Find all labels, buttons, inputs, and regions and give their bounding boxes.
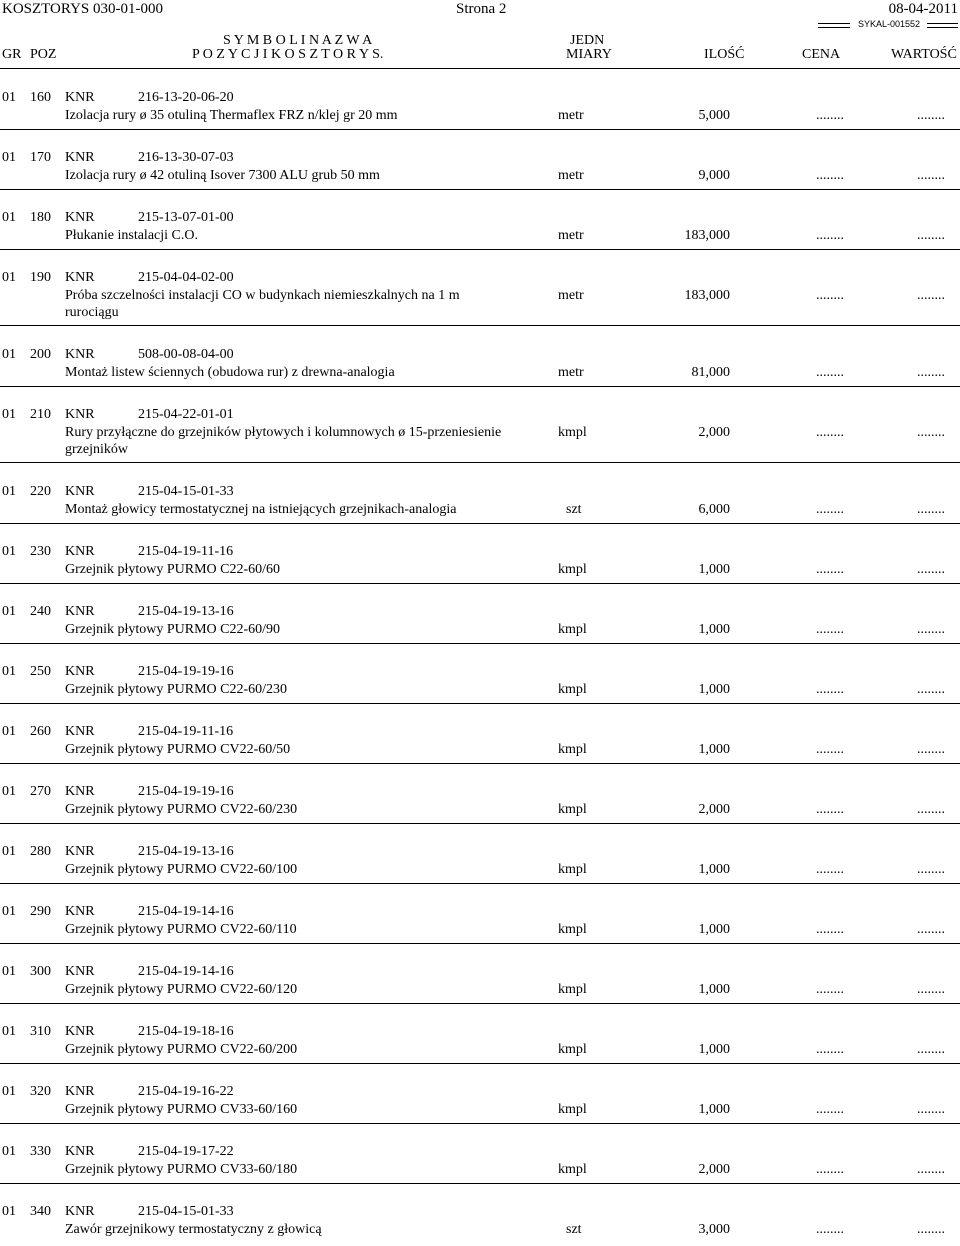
row-unit: kmpl — [558, 562, 587, 577]
row-unit: metr — [558, 108, 584, 123]
row-gr: 01 — [2, 724, 16, 739]
row-norm: KNR — [65, 150, 95, 165]
row-unit: kmpl — [558, 982, 587, 997]
row-unit: kmpl — [558, 1162, 587, 1177]
row-poz: 190 — [30, 270, 51, 285]
row-quantity: 1,000 — [698, 622, 730, 637]
row-code: 215-04-19-11-16 — [138, 724, 234, 739]
row-poz: 300 — [30, 964, 51, 979]
row-quantity: 1,000 — [698, 562, 730, 577]
column-header-jedn: JEDN — [570, 33, 605, 48]
row-price: ........ — [816, 365, 844, 380]
row-description: Grzejnik płytowy PURMO CV22-60/110 — [65, 922, 297, 937]
column-header-gr: GR — [2, 47, 22, 62]
row-description: Grzejnik płytowy PURMO CV22-60/100 — [65, 862, 298, 877]
row-description: Grzejnik płytowy PURMO C22-60/90 — [65, 622, 281, 637]
row-code: 215-04-19-11-16 — [138, 544, 234, 559]
row-norm: KNR — [65, 544, 95, 559]
row-code: 215-04-19-19-16 — [138, 784, 234, 799]
row-divider — [0, 883, 960, 884]
row-description: Grzejnik płytowy PURMO CV22-60/120 — [65, 982, 298, 997]
row-description: Grzejnik płytowy PURMO CV22-60/50 — [65, 742, 291, 757]
row-price: ........ — [816, 1042, 844, 1057]
row-quantity: 1,000 — [698, 682, 730, 697]
row-gr: 01 — [2, 904, 16, 919]
row-divider — [0, 386, 960, 387]
row-description: Grzejnik płytowy PURMO CV22-60/230 — [65, 802, 298, 817]
row-unit: szt — [566, 502, 582, 517]
row-price: ........ — [816, 622, 844, 637]
page-number: Strona 2 — [456, 1, 507, 17]
row-description: Montaż listew ściennych (obudowa rur) z drewna-analogia — [65, 365, 395, 380]
row-description: Grzejnik płytowy PURMO CV22-60/200 — [65, 1042, 298, 1057]
row-price: ........ — [816, 168, 844, 183]
row-unit: metr — [558, 365, 584, 380]
row-code: 215-04-19-14-16 — [138, 964, 234, 979]
row-price: ........ — [816, 288, 844, 303]
header-double-rule-left — [818, 23, 850, 28]
row-quantity: 1,000 — [698, 1042, 730, 1057]
row-price: ........ — [816, 862, 844, 877]
row-price: ........ — [816, 502, 844, 517]
row-divider — [0, 189, 960, 190]
document-title: KOSZTORYS 030-01-000 — [2, 1, 163, 17]
row-quantity: 1,000 — [698, 1102, 730, 1117]
row-quantity: 2,000 — [698, 425, 730, 440]
row-value: ........ — [917, 562, 945, 577]
row-quantity: 3,000 — [698, 1222, 730, 1237]
row-unit: kmpl — [558, 802, 587, 817]
row-price: ........ — [816, 562, 844, 577]
row-poz: 310 — [30, 1024, 51, 1039]
row-norm: KNR — [65, 484, 95, 499]
row-poz: 290 — [30, 904, 51, 919]
row-unit: kmpl — [558, 622, 587, 637]
row-poz: 220 — [30, 484, 51, 499]
row-poz: 240 — [30, 604, 51, 619]
row-price: ........ — [816, 228, 844, 243]
row-poz: 170 — [30, 150, 51, 165]
row-unit: szt — [566, 1222, 582, 1237]
row-norm: KNR — [65, 90, 95, 105]
row-norm: KNR — [65, 604, 95, 619]
row-unit: kmpl — [558, 425, 587, 440]
row-norm: KNR — [65, 1204, 95, 1219]
row-value: ........ — [917, 168, 945, 183]
row-poz: 320 — [30, 1084, 51, 1099]
row-code: 216-13-20-06-20 — [138, 90, 234, 105]
row-quantity: 183,000 — [684, 228, 730, 243]
column-header-poz: POZ — [30, 47, 57, 62]
row-price: ........ — [816, 1222, 844, 1237]
row-code: 215-04-22-01-01 — [138, 407, 234, 422]
row-value: ........ — [917, 682, 945, 697]
row-description: Izolacja rury ø 42 otuliną Isover 7300 ALU grub 50 mm — [65, 168, 380, 183]
row-gr: 01 — [2, 210, 16, 225]
row-unit: kmpl — [558, 742, 587, 757]
row-poz: 160 — [30, 90, 51, 105]
row-code: 508-00-08-04-00 — [138, 347, 234, 362]
row-value: ........ — [917, 1042, 945, 1057]
document-date: 08-04-2011 — [888, 1, 958, 17]
row-quantity: 2,000 — [698, 802, 730, 817]
row-norm: KNR — [65, 347, 95, 362]
row-value: ........ — [917, 1222, 945, 1237]
header-divider — [0, 68, 960, 69]
row-norm: KNR — [65, 270, 95, 285]
row-divider — [0, 523, 960, 524]
row-unit: kmpl — [558, 1102, 587, 1117]
row-code: 215-04-19-13-16 — [138, 844, 234, 859]
row-price: ........ — [816, 682, 844, 697]
row-norm: KNR — [65, 1084, 95, 1099]
row-gr: 01 — [2, 407, 16, 422]
row-gr: 01 — [2, 604, 16, 619]
row-divider — [0, 703, 960, 704]
column-header-ilosc: ILOŚĆ — [704, 47, 745, 62]
column-header-pozycji: P O Z Y C J I K O S Z T O R Y S. — [192, 47, 384, 62]
row-poz: 210 — [30, 407, 51, 422]
row-value: ........ — [917, 425, 945, 440]
row-divider — [0, 583, 960, 584]
row-value: ........ — [917, 982, 945, 997]
row-description: Grzejnik płytowy PURMO C22-60/230 — [65, 682, 288, 697]
column-header-cena: CENA — [802, 47, 841, 62]
row-description: Grzejnik płytowy PURMO CV33-60/160 — [65, 1102, 298, 1117]
row-code: 215-04-19-14-16 — [138, 904, 234, 919]
row-quantity: 1,000 — [698, 862, 730, 877]
row-description: Próba szczelności instalacji CO w budynkach niemieszkalnych na 1 m rurociągu — [65, 288, 460, 320]
row-code: 215-04-19-16-22 — [138, 1084, 234, 1099]
row-code: 215-04-15-01-33 — [138, 484, 234, 499]
row-poz: 200 — [30, 347, 51, 362]
row-quantity: 183,000 — [684, 288, 730, 303]
column-header-wartosc: WARTOŚĆ — [891, 47, 957, 62]
row-price: ........ — [816, 742, 844, 757]
row-poz: 330 — [30, 1144, 51, 1159]
row-value: ........ — [917, 502, 945, 517]
row-divider — [0, 823, 960, 824]
row-divider — [0, 1003, 960, 1004]
row-quantity: 1,000 — [698, 922, 730, 937]
row-divider — [0, 1063, 960, 1064]
row-price: ........ — [816, 982, 844, 997]
row-gr: 01 — [2, 664, 16, 679]
header-double-rule-right — [927, 23, 958, 28]
row-divider — [0, 249, 960, 250]
row-poz: 340 — [30, 1204, 51, 1219]
row-description: Grzejnik płytowy PURMO C22-60/60 — [65, 562, 281, 577]
row-description: Zawór grzejnikowy termostatyczny z głowicą — [65, 1222, 322, 1237]
row-price: ........ — [816, 425, 844, 440]
row-unit: kmpl — [558, 922, 587, 937]
row-value: ........ — [917, 108, 945, 123]
row-code: 216-13-30-07-03 — [138, 150, 234, 165]
row-divider — [0, 1183, 960, 1184]
row-poz: 180 — [30, 210, 51, 225]
row-poz: 260 — [30, 724, 51, 739]
row-quantity: 81,000 — [691, 365, 730, 380]
row-divider — [0, 643, 960, 644]
row-gr: 01 — [2, 347, 16, 362]
row-unit: metr — [558, 168, 584, 183]
row-code: 215-13-07-01-00 — [138, 210, 234, 225]
row-unit: kmpl — [558, 1042, 587, 1057]
row-divider — [0, 763, 960, 764]
row-code: 215-04-19-19-16 — [138, 664, 234, 679]
row-quantity: 2,000 — [698, 1162, 730, 1177]
row-divider — [0, 129, 960, 130]
row-norm: KNR — [65, 407, 95, 422]
row-gr: 01 — [2, 270, 16, 285]
row-divider — [0, 943, 960, 944]
row-poz: 280 — [30, 844, 51, 859]
row-gr: 01 — [2, 1024, 16, 1039]
row-divider — [0, 462, 960, 463]
row-norm: KNR — [65, 904, 95, 919]
row-code: 215-04-15-01-33 — [138, 1204, 234, 1219]
row-value: ........ — [917, 365, 945, 380]
row-gr: 01 — [2, 544, 16, 559]
row-unit: metr — [558, 288, 584, 303]
sykal-code: SYKAL-001552 — [857, 19, 920, 29]
row-value: ........ — [917, 228, 945, 243]
row-code: 215-04-19-17-22 — [138, 1144, 234, 1159]
row-code: 215-04-19-18-16 — [138, 1024, 234, 1039]
row-value: ........ — [917, 1162, 945, 1177]
row-gr: 01 — [2, 1144, 16, 1159]
row-gr: 01 — [2, 844, 16, 859]
row-quantity: 6,000 — [698, 502, 730, 517]
row-norm: KNR — [65, 1024, 95, 1039]
row-quantity: 1,000 — [698, 982, 730, 997]
row-quantity: 1,000 — [698, 742, 730, 757]
row-poz: 270 — [30, 784, 51, 799]
row-price: ........ — [816, 1162, 844, 1177]
column-header-miary: MIARY — [566, 47, 612, 62]
row-unit: kmpl — [558, 862, 587, 877]
row-norm: KNR — [65, 664, 95, 679]
row-gr: 01 — [2, 1204, 16, 1219]
row-description: Izolacja rury ø 35 otuliną Thermaflex FRZ n/klej gr 20 mm — [65, 108, 398, 123]
row-price: ........ — [816, 922, 844, 937]
row-value: ........ — [917, 802, 945, 817]
row-code: 215-04-19-13-16 — [138, 604, 234, 619]
row-value: ........ — [917, 1102, 945, 1117]
row-norm: KNR — [65, 724, 95, 739]
row-gr: 01 — [2, 964, 16, 979]
row-gr: 01 — [2, 784, 16, 799]
row-price: ........ — [816, 1102, 844, 1117]
row-description: Rury przyłączne do grzejników płytowych i kolumnowych ø 15-przeniesienie grzejników — [65, 425, 502, 457]
row-divider — [0, 1123, 960, 1124]
row-quantity: 5,000 — [698, 108, 730, 123]
row-description: Grzejnik płytowy PURMO CV33-60/180 — [65, 1162, 298, 1177]
row-price: ........ — [816, 108, 844, 123]
row-poz: 230 — [30, 544, 51, 559]
row-norm: KNR — [65, 1144, 95, 1159]
row-unit: kmpl — [558, 682, 587, 697]
row-description: Płukanie instalacji C.O. — [65, 228, 198, 243]
row-value: ........ — [917, 288, 945, 303]
row-value: ........ — [917, 622, 945, 637]
row-gr: 01 — [2, 150, 16, 165]
row-gr: 01 — [2, 1084, 16, 1099]
row-quantity: 9,000 — [698, 168, 730, 183]
row-value: ........ — [917, 922, 945, 937]
row-poz: 250 — [30, 664, 51, 679]
row-description: Montaż głowicy termostatycznej na istniejących grzejnikach-analogia — [65, 502, 457, 517]
row-price: ........ — [816, 802, 844, 817]
row-unit: metr — [558, 228, 584, 243]
row-gr: 01 — [2, 484, 16, 499]
row-value: ........ — [917, 742, 945, 757]
row-norm: KNR — [65, 964, 95, 979]
row-norm: KNR — [65, 210, 95, 225]
row-divider — [0, 325, 960, 326]
row-gr: 01 — [2, 90, 16, 105]
row-norm: KNR — [65, 784, 95, 799]
column-header-symbol: S Y M B O L I N A Z W A — [223, 33, 373, 48]
row-code: 215-04-04-02-00 — [138, 270, 234, 285]
row-norm: KNR — [65, 844, 95, 859]
row-value: ........ — [917, 862, 945, 877]
